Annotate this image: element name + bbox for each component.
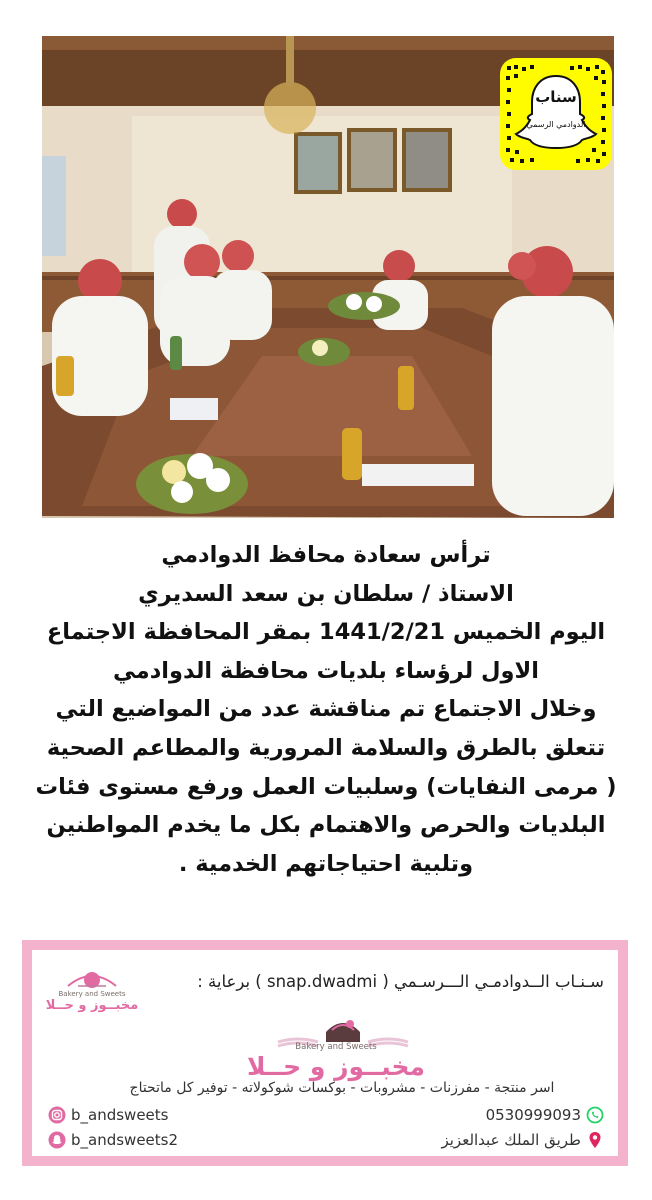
- sponsor-ad[interactable]: [22, 940, 628, 1166]
- address-text: طريق الملك عبدالعزيز: [441, 1131, 581, 1149]
- article-line: البلديات والحرص والاهتمام بكل ما يخدم المواطنين: [46, 812, 606, 839]
- small-bakery-logo: [38, 960, 146, 1030]
- article-line: اليوم الخميس 1441/2/21 بمقر المحافظة الاجتماع: [46, 619, 606, 646]
- snapcode-caption: الدوادمي الرسمي: [526, 120, 586, 129]
- services-line: اسر منتجة - مفرزنات - مشروبات - بوكسات شوكولاته - توفير كل ماتحتاج: [129, 1080, 555, 1096]
- phone-number[interactable]: 0530999093: [485, 1106, 581, 1124]
- small-logo-name: مخبــوز و حــلا: [45, 998, 139, 1013]
- snapcode[interactable]: [500, 58, 612, 170]
- snapcode-title: سناب: [535, 88, 577, 106]
- whatsapp-icon: [586, 1106, 604, 1124]
- phone-contact[interactable]: [486, 1106, 604, 1124]
- ad-panel: [32, 950, 618, 1156]
- small-logo-sub: Bakery and Sweets: [58, 990, 126, 998]
- snapchat-contact[interactable]: [48, 1131, 178, 1149]
- instagram-contact[interactable]: [48, 1106, 168, 1124]
- article-line: ( مرمى النفايات) وسلبيات العمل ورفع مستوى فئات: [35, 773, 617, 800]
- article-line: الاستاذ / سلطان بن سعد السديري: [138, 580, 514, 607]
- article-line: وخلال الاجتماع تم مناقشة عدد من المواضيع التي: [55, 696, 597, 723]
- logo-name: مخبــوز و حــلا: [247, 1052, 425, 1081]
- instagram-handle[interactable]: b_andsweets: [71, 1106, 169, 1124]
- article-line: تتعلق بالطرق والسلامة المرورية والمطاعم الصحية: [46, 734, 606, 761]
- article-text: [20, 536, 632, 883]
- instagram-icon: [48, 1106, 66, 1124]
- article-line: ترأس سعادة محافظ الدوادمي: [161, 542, 491, 568]
- logo-subtitle: Bakery and Sweets: [295, 1042, 377, 1052]
- article-line: وتلبية احتياجاتهم الخدمية .: [178, 850, 474, 877]
- sponsor-line: سـنـاب الــدوادمـي الـــرسـمي ( snap.dwadmi ) برعاية :: [197, 972, 604, 991]
- location-pin-icon: [586, 1131, 604, 1149]
- snapchat-icon: [48, 1131, 66, 1149]
- article-line: الاول لرؤساء بلديات محافظة الدوادمي: [113, 657, 539, 684]
- snapchat-handle[interactable]: b_andsweets2: [71, 1131, 179, 1149]
- address-contact[interactable]: [441, 1131, 604, 1149]
